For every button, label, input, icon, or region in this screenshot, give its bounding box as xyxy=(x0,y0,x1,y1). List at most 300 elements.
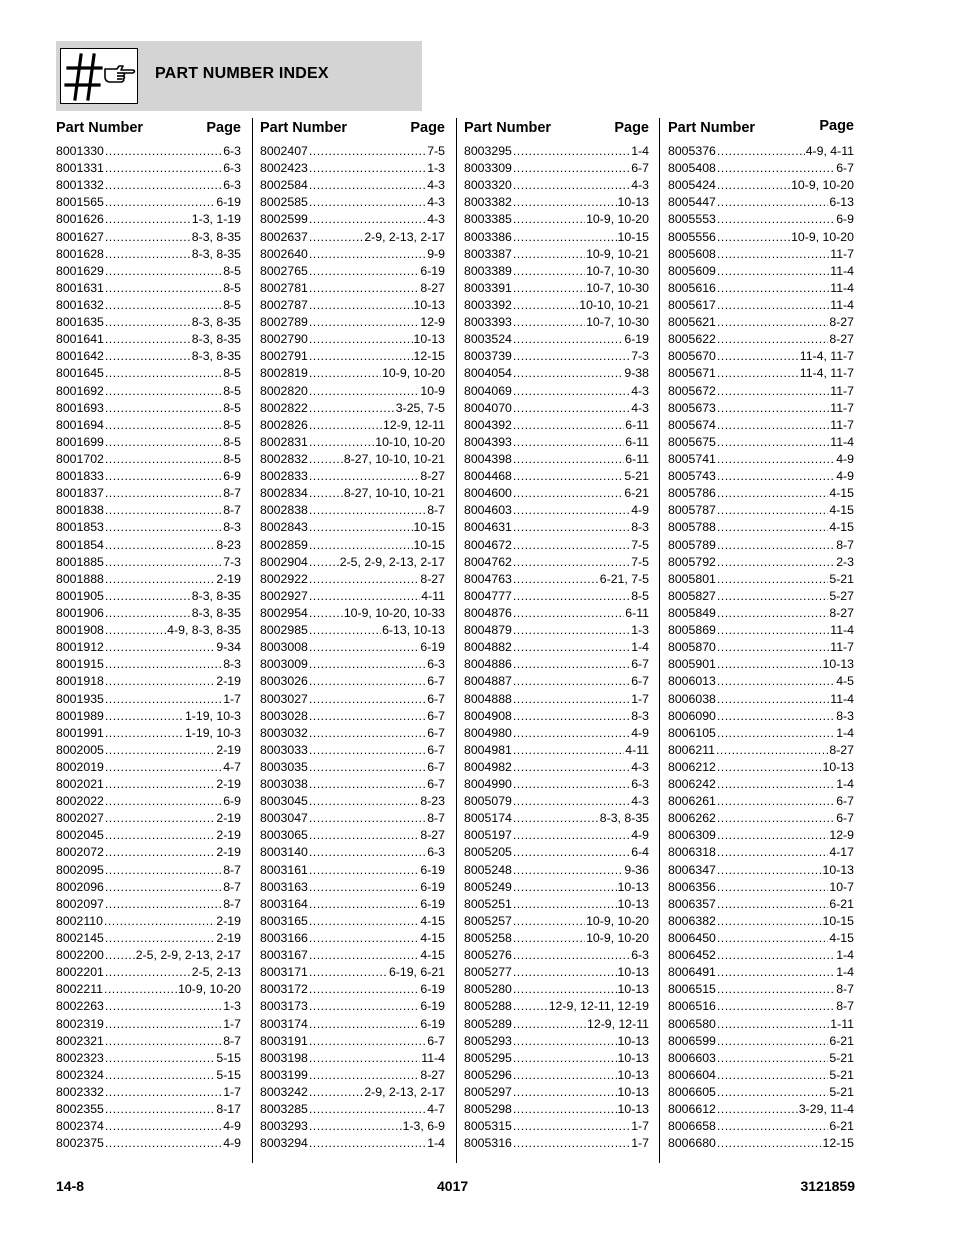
page-reference: 8-7 xyxy=(223,862,241,877)
dot-leader xyxy=(717,810,835,827)
part-number: 8005617 xyxy=(668,297,716,312)
dot-leader xyxy=(105,348,191,365)
part-number: 8002584 xyxy=(260,178,308,193)
part-number: 8004468 xyxy=(464,469,512,484)
page-reference: 6-19 xyxy=(624,332,649,347)
dot-leader xyxy=(513,297,578,314)
index-row xyxy=(464,537,649,554)
part-number: 8001631 xyxy=(56,280,104,295)
page-reference: 10-13 xyxy=(413,332,445,347)
dot-leader xyxy=(309,691,426,708)
page-reference: 4-9 xyxy=(631,828,649,843)
index-row xyxy=(56,297,241,314)
dot-leader xyxy=(717,246,829,263)
index-row xyxy=(260,1101,445,1118)
part-number: 8003389 xyxy=(464,263,512,278)
page-reference: 10-15 xyxy=(413,520,445,535)
page-reference: 6-7 xyxy=(836,811,854,826)
dot-leader xyxy=(309,434,374,451)
page-header: Page xyxy=(206,120,241,136)
page-reference: 2-9, 2-13, 2-17 xyxy=(364,1085,445,1100)
page-reference: 2-19 xyxy=(216,571,241,586)
dot-leader xyxy=(717,263,829,280)
dot-leader xyxy=(105,400,222,417)
page-reference: 10-13 xyxy=(617,195,649,210)
part-number: 8003174 xyxy=(260,1016,308,1031)
part-number: 8002927 xyxy=(260,588,308,603)
dot-leader xyxy=(309,400,395,417)
dot-leader xyxy=(309,554,339,571)
part-number: 8005251 xyxy=(464,896,512,911)
dot-leader xyxy=(309,571,420,588)
part-number: 8004888 xyxy=(464,691,512,706)
part-number: 8006318 xyxy=(668,845,716,860)
part-number: 8002375 xyxy=(56,1136,104,1151)
index-row xyxy=(464,964,649,981)
page-reference: 5-15 xyxy=(216,1050,241,1065)
page-reference: 4-9 xyxy=(631,503,649,518)
page-reference: 8-3 xyxy=(223,657,241,672)
page-reference: 11-4 xyxy=(421,1050,445,1065)
page-reference: 6-13, 10-13 xyxy=(382,623,445,638)
part-number: 8001628 xyxy=(56,246,104,261)
index-row xyxy=(464,673,649,690)
page-reference: 5-21 xyxy=(624,469,649,484)
part-number: 8002859 xyxy=(260,537,308,552)
page-reference: 10-7 xyxy=(829,879,854,894)
index-row xyxy=(56,981,241,998)
part-number: 8005671 xyxy=(668,366,716,381)
dot-leader xyxy=(105,434,222,451)
page-reference: 8-3, 8-35 xyxy=(599,811,649,826)
part-number: 8001853 xyxy=(56,520,104,535)
page-reference: 1-7 xyxy=(631,1136,649,1151)
page-reference: 6-7 xyxy=(427,1033,445,1048)
dot-leader xyxy=(717,571,829,588)
dot-leader xyxy=(105,1033,222,1050)
index-row xyxy=(56,1101,241,1118)
dot-leader xyxy=(717,981,835,998)
dot-leader xyxy=(717,588,829,605)
index-row xyxy=(464,1033,649,1050)
dot-leader xyxy=(309,468,420,485)
part-number: 8003391 xyxy=(464,280,512,295)
dot-leader xyxy=(309,537,413,554)
page-reference: 8-3, 8-35 xyxy=(191,349,241,364)
dot-leader xyxy=(105,280,222,297)
part-number: 8003065 xyxy=(260,828,308,843)
index-row xyxy=(464,725,649,742)
index-row xyxy=(56,810,241,827)
index-row xyxy=(464,263,649,280)
dot-leader xyxy=(513,742,624,759)
page-reference: 6-19 xyxy=(420,263,445,278)
dot-leader xyxy=(105,793,222,810)
dot-leader xyxy=(717,947,835,964)
page-reference: 4-11 xyxy=(625,742,649,757)
page-reference: 8-27 xyxy=(420,280,445,295)
part-number: 8003294 xyxy=(260,1136,308,1151)
part-number: 8001906 xyxy=(56,605,104,620)
dot-leader xyxy=(513,485,624,502)
index-row xyxy=(668,964,854,981)
dot-leader xyxy=(513,810,599,827)
part-number: 8005870 xyxy=(668,640,716,655)
page-reference: 8-5 xyxy=(223,280,241,295)
dot-leader xyxy=(105,143,222,160)
dot-leader xyxy=(105,947,135,964)
dot-leader xyxy=(309,314,420,331)
index-row xyxy=(464,400,649,417)
index-row xyxy=(56,759,241,776)
index-row xyxy=(260,981,445,998)
dot-leader xyxy=(717,1050,829,1067)
part-number: 8006105 xyxy=(668,725,716,740)
dot-leader xyxy=(309,1084,363,1101)
index-row xyxy=(668,793,854,810)
part-number: 8001991 xyxy=(56,725,104,740)
dot-leader xyxy=(513,708,630,725)
part-number: 8003172 xyxy=(260,982,308,997)
page-reference: 10-15 xyxy=(413,537,445,552)
page-reference: 8-5 xyxy=(223,417,241,432)
index-row xyxy=(260,827,445,844)
dot-leader xyxy=(513,947,630,964)
dot-leader xyxy=(717,417,829,434)
page-reference: 10-9, 10-20 xyxy=(791,178,854,193)
part-number: 8003198 xyxy=(260,1050,308,1065)
page-reference: 8-5 xyxy=(223,400,241,415)
page-reference: 1-7 xyxy=(631,691,649,706)
part-number: 8003393 xyxy=(464,315,512,330)
part-number: 8001330 xyxy=(56,144,104,158)
index-row xyxy=(56,331,241,348)
dot-leader xyxy=(309,211,426,228)
dot-leader xyxy=(309,263,420,280)
dot-leader xyxy=(309,862,420,879)
page-reference: 10-9, 10-20 xyxy=(586,931,649,946)
part-number: 8001629 xyxy=(56,263,104,278)
index-row xyxy=(668,160,854,177)
index-row xyxy=(668,434,854,451)
dot-leader xyxy=(105,177,222,194)
index-row xyxy=(668,485,854,502)
dot-leader xyxy=(105,708,184,725)
page-reference: 2-5, 2-13 xyxy=(191,965,241,980)
page-reference: 11-4, 11-7 xyxy=(799,349,854,364)
part-number: 8001692 xyxy=(56,383,104,398)
page-reference: 6-7 xyxy=(631,657,649,672)
page-reference: 8-17 xyxy=(216,1102,241,1117)
page-reference: 6-7 xyxy=(427,725,445,740)
dot-leader xyxy=(309,417,382,434)
dot-leader xyxy=(309,519,413,536)
page-reference: 9-34 xyxy=(216,640,241,655)
page-reference: 4-3 xyxy=(631,759,649,774)
index-row xyxy=(56,211,241,228)
page-reference: 6-7 xyxy=(427,691,445,706)
page-reference: 6-19 xyxy=(420,879,445,894)
dot-leader xyxy=(513,588,630,605)
dot-leader xyxy=(717,879,829,896)
page-reference: 4-9 xyxy=(836,469,854,484)
page-reference: 6-7 xyxy=(836,161,854,176)
index-row xyxy=(260,571,445,588)
part-number: 8005298 xyxy=(464,1102,512,1117)
index-row xyxy=(260,844,445,861)
page-reference: 11-7 xyxy=(830,383,854,398)
part-number: 8006658 xyxy=(668,1119,716,1134)
index-row xyxy=(56,622,241,639)
part-number: 8002820 xyxy=(260,383,308,398)
page-reference: 8-7 xyxy=(223,896,241,911)
part-number: 8004886 xyxy=(464,657,512,672)
index-row xyxy=(668,537,854,554)
page-reference: 5-21 xyxy=(829,571,854,586)
page-reference: 8-5 xyxy=(223,366,241,381)
index-row xyxy=(260,365,445,382)
dot-leader xyxy=(717,1118,829,1135)
dot-leader xyxy=(717,229,790,246)
index-row xyxy=(260,742,445,759)
page-reference: 10-13 xyxy=(822,657,854,672)
dot-leader xyxy=(105,160,222,177)
dot-leader xyxy=(717,468,835,485)
part-number: 8001632 xyxy=(56,297,104,312)
part-number: 8002110 xyxy=(56,913,103,928)
part-number: 8002599 xyxy=(260,212,308,227)
index-row xyxy=(56,1050,241,1067)
index-row xyxy=(668,742,854,759)
page-reference: 6-3 xyxy=(631,948,649,963)
index-row xyxy=(56,742,241,759)
index-row xyxy=(260,502,445,519)
page-reference: 11-4 xyxy=(830,691,854,706)
part-number: 8001699 xyxy=(56,434,104,449)
index-row xyxy=(668,314,854,331)
part-number: 8002838 xyxy=(260,503,308,518)
dot-leader xyxy=(105,383,222,400)
index-row xyxy=(56,947,241,964)
page-reference: 3-25, 7-5 xyxy=(395,400,445,415)
page-reference: 8-27 xyxy=(829,315,854,330)
page-reference: 6-3 xyxy=(631,777,649,792)
index-row xyxy=(260,1016,445,1033)
part-number: 8003285 xyxy=(260,1102,308,1117)
part-number: 8002324 xyxy=(56,1067,104,1082)
index-row xyxy=(668,1067,854,1084)
part-number: 8005276 xyxy=(464,948,512,963)
part-number: 8003199 xyxy=(260,1067,308,1082)
page-reference: 8-27 xyxy=(829,742,854,757)
index-row xyxy=(260,280,445,297)
dot-leader xyxy=(513,194,617,211)
part-number: 8004882 xyxy=(464,640,512,655)
page-reference: 6-21 xyxy=(829,896,854,911)
page-reference: 4-15 xyxy=(829,503,854,518)
dot-leader xyxy=(717,314,829,331)
index-row xyxy=(56,400,241,417)
page-reference: 1-7 xyxy=(223,691,241,706)
part-number: 8001989 xyxy=(56,708,104,723)
dot-leader xyxy=(513,639,630,656)
part-number: 8004392 xyxy=(464,417,512,432)
index-row xyxy=(56,656,241,673)
part-number: 8002321 xyxy=(56,1033,104,1048)
part-number: 8002833 xyxy=(260,469,308,484)
index-row xyxy=(668,639,854,656)
page-reference: 8-3 xyxy=(223,520,241,535)
dot-leader xyxy=(309,793,420,810)
index-row xyxy=(668,725,854,742)
part-number: 8002831 xyxy=(260,434,308,449)
index-row xyxy=(668,571,854,588)
dot-leader xyxy=(717,451,835,468)
page-reference: 10-9, 10-20, 10-33 xyxy=(343,605,445,620)
part-number: 8005674 xyxy=(668,417,716,432)
index-row xyxy=(260,673,445,690)
part-number: 8006605 xyxy=(668,1085,716,1100)
part-number: 8006242 xyxy=(668,777,716,792)
index-row xyxy=(56,896,241,913)
page-reference: 4-15 xyxy=(829,486,854,501)
index-row xyxy=(464,519,649,536)
dot-leader xyxy=(105,1016,222,1033)
page-reference: 8-27 xyxy=(420,469,445,484)
page-reference: 6-19 xyxy=(420,862,445,877)
index-row xyxy=(464,502,649,519)
index-row xyxy=(464,365,649,382)
page-reference: 1-3 xyxy=(427,161,445,176)
page-reference: 6-21 xyxy=(829,1033,854,1048)
page-reference: 10-13 xyxy=(617,1033,649,1048)
part-number: 8004762 xyxy=(464,554,512,569)
index-row xyxy=(260,930,445,947)
page-reference: 5-15 xyxy=(216,1067,241,1082)
part-number: 8006038 xyxy=(668,691,716,706)
dot-leader xyxy=(513,229,617,246)
page-reference: 4-3 xyxy=(631,400,649,415)
index-row xyxy=(464,160,649,177)
part-number: 8006261 xyxy=(668,794,716,809)
dot-leader xyxy=(309,485,343,502)
index-row xyxy=(668,331,854,348)
part-number: 8004981 xyxy=(464,742,512,757)
page-reference: 10-13 xyxy=(822,759,854,774)
part-number: 8001935 xyxy=(56,691,104,706)
part-number: 8005249 xyxy=(464,879,512,894)
column-divider xyxy=(252,118,253,1163)
dot-leader xyxy=(717,211,835,228)
part-number: 8002826 xyxy=(260,417,308,432)
dot-leader xyxy=(513,417,624,434)
index-row xyxy=(260,331,445,348)
page-reference: 6-4 xyxy=(631,845,649,860)
index-row xyxy=(260,862,445,879)
page-reference: 2-9, 2-13, 2-17 xyxy=(364,229,445,244)
index-row xyxy=(56,280,241,297)
dot-leader xyxy=(309,229,363,246)
dot-leader xyxy=(717,280,829,297)
index-row xyxy=(464,1101,649,1118)
part-number: 8005616 xyxy=(668,280,716,295)
dot-leader xyxy=(717,348,799,365)
page-reference: 7-3 xyxy=(631,349,649,364)
part-number: 8002791 xyxy=(260,349,308,364)
index-row xyxy=(260,691,445,708)
index-row xyxy=(464,793,649,810)
dot-leader xyxy=(309,998,420,1015)
dot-leader xyxy=(105,588,191,605)
part-number: 8004631 xyxy=(464,520,512,535)
index-row xyxy=(56,160,241,177)
dot-leader xyxy=(717,1033,829,1050)
dot-leader xyxy=(105,725,184,742)
index-row xyxy=(56,913,241,930)
page-reference: 6-7 xyxy=(836,794,854,809)
page-reference: 2-19 xyxy=(216,828,241,843)
part-number: 8006347 xyxy=(668,862,716,877)
part-number: 8005673 xyxy=(668,400,716,415)
page-reference: 11-4 xyxy=(830,297,854,312)
dot-leader xyxy=(105,571,216,588)
dot-leader xyxy=(513,862,624,879)
index-row xyxy=(668,622,854,639)
dot-leader xyxy=(513,280,585,297)
part-number: 8005248 xyxy=(464,862,512,877)
dot-leader xyxy=(104,913,215,930)
part-number: 8001332 xyxy=(56,178,104,193)
part-number: 8002789 xyxy=(260,315,308,330)
dot-leader xyxy=(309,1016,420,1033)
part-number: 8003385 xyxy=(464,212,512,227)
dot-leader xyxy=(105,246,191,263)
footer-page-number: 14-8 xyxy=(56,1178,85,1194)
index-row xyxy=(56,605,241,622)
dot-leader xyxy=(717,1067,829,1084)
part-number-header: Part Number xyxy=(56,120,144,136)
dot-leader xyxy=(717,656,822,673)
dot-leader xyxy=(513,1033,617,1050)
index-row xyxy=(56,639,241,656)
dot-leader xyxy=(309,365,381,382)
page-reference: 4-11 xyxy=(421,588,445,603)
page-reference: 12-9, 12-11, 12-19 xyxy=(548,999,649,1014)
page-reference: 5-21 xyxy=(829,1067,854,1082)
index-row xyxy=(668,468,854,485)
part-number: 8005288 xyxy=(464,999,512,1014)
index-column-3 xyxy=(464,118,649,1151)
part-number: 8004908 xyxy=(464,708,512,723)
dot-leader xyxy=(513,998,548,1015)
index-row xyxy=(668,981,854,998)
dot-leader xyxy=(513,759,630,776)
part-number: 8003038 xyxy=(260,777,308,792)
page-reference: 4-3 xyxy=(631,794,649,809)
index-row xyxy=(260,998,445,1015)
page-reference: 10-7, 10-30 xyxy=(586,280,649,295)
dot-leader xyxy=(309,810,426,827)
dot-leader xyxy=(513,844,630,861)
page-reference: 10-13 xyxy=(617,879,649,894)
index-column-2 xyxy=(260,118,445,1151)
dot-leader xyxy=(309,622,381,639)
page-reference: 6-7 xyxy=(427,742,445,757)
page-reference: 10-13 xyxy=(617,1102,649,1117)
index-row xyxy=(668,1033,854,1050)
index-row xyxy=(260,468,445,485)
index-row xyxy=(464,691,649,708)
